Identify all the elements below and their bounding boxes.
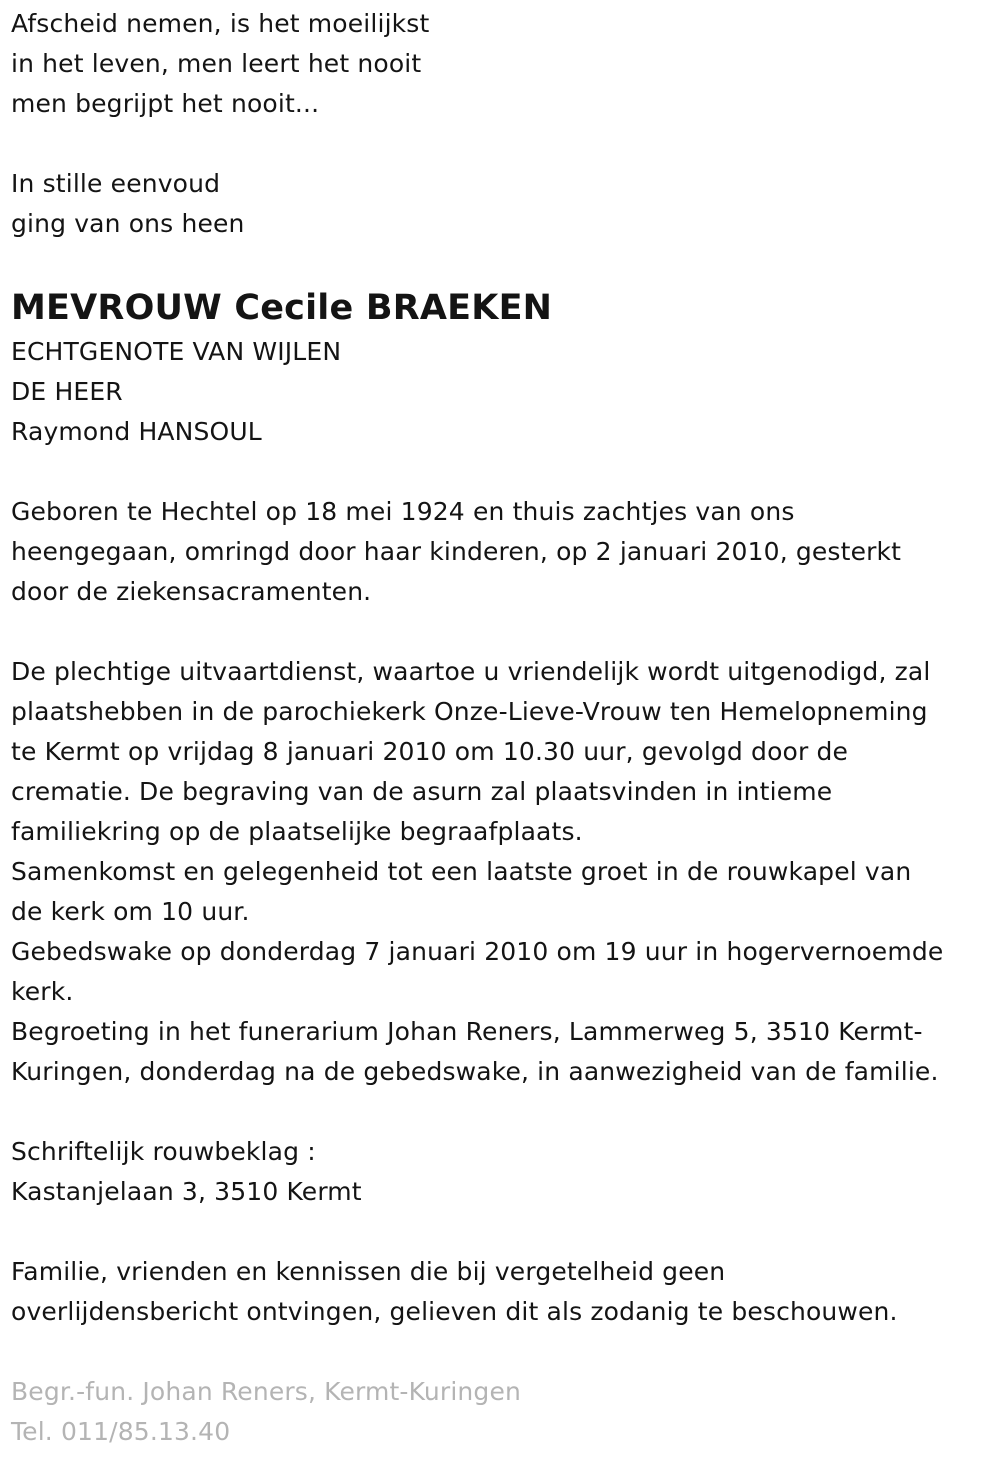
death-notice <box>11 4 991 1452</box>
paragraph-line: heengegaan, omringd door haar kinderen, op 2 januari 2010, gesterkt <box>11 537 902 566</box>
paragraph-line: overlijdensbericht ontvingen, gelieven dit als zodanig te beschouwen. <box>11 1297 898 1326</box>
paragraph-line: Samenkomst en gelegenheid tot een laatste groet in de rouwkapel van <box>11 857 912 886</box>
funeral-home-phone: Tel. 011/85.13.40 <box>11 1417 231 1446</box>
paragraph-line: Kuringen, donderdag na de gebedswake, in aanwezigheid van de familie. <box>11 1057 939 1086</box>
deceased-name: MEVROUW Cecile BRAEKEN <box>11 288 553 328</box>
funeral-home-footer <box>11 1372 991 1452</box>
paragraph-line: te Kermt op vrijdag 8 januari 2010 om 10.30 uur, gevolgd door de <box>11 737 849 766</box>
condolences-label: Schriftelijk rouwbeklag : <box>11 1137 316 1166</box>
paragraph-line: Begroeting in het funerarium Johan Reners, Lammerweg 5, 3510 Kermt- <box>11 1017 923 1046</box>
relation-line: Raymond HANSOUL <box>11 417 262 446</box>
intro-line: ging van ons heen <box>11 209 245 238</box>
poem-line: in het leven, men leert het nooit <box>11 49 422 78</box>
relation <box>11 332 991 452</box>
poem <box>11 4 991 124</box>
funeral-paragraph <box>11 652 991 1092</box>
condolences <box>11 1132 991 1212</box>
spacer <box>11 1332 991 1372</box>
spacer <box>11 612 991 652</box>
paragraph-line: de kerk om 10 uur. <box>11 897 250 926</box>
relation-line: DE HEER <box>11 377 123 406</box>
paragraph-line: kerk. <box>11 977 74 1006</box>
condolences-address: Kastanjelaan 3, 3510 Kermt <box>11 1177 362 1206</box>
birth-death-paragraph <box>11 492 991 612</box>
paragraph-line: Geboren te Hechtel op 18 mei 1924 en thuis zachtjes van ons <box>11 497 795 526</box>
paragraph-line: familiekring op de plaatselijke begraafplaats. <box>11 817 583 846</box>
intro-line: In stille eenvoud <box>11 169 221 198</box>
spacer <box>11 1212 991 1252</box>
paragraph-line: De plechtige uitvaartdienst, waartoe u vriendelijk wordt uitgenodigd, zal <box>11 657 931 686</box>
funeral-home-name: Begr.-fun. Johan Reners, Kermt-Kuringen <box>11 1377 521 1406</box>
relation-line: ECHTGENOTE VAN WIJLEN <box>11 337 342 366</box>
poem-line: Afscheid nemen, is het moeilijkst <box>11 9 430 38</box>
spacer <box>11 124 991 164</box>
paragraph-line: plaatshebben in de parochiekerk Onze-Lieve-Vrouw ten Hemelopneming <box>11 697 928 726</box>
poem-line: men begrijpt het nooit... <box>11 89 320 118</box>
paragraph-line: Gebedswake op donderdag 7 januari 2010 om 19 uur in hogervernoemde <box>11 937 944 966</box>
notice-paragraph <box>11 1252 991 1332</box>
paragraph-line: crematie. De begraving van de asurn zal plaatsvinden in intieme <box>11 777 833 806</box>
spacer <box>11 452 991 492</box>
paragraph-line: door de ziekensacramenten. <box>11 577 372 606</box>
intro <box>11 164 991 244</box>
paragraph-line: Familie, vrienden en kennissen die bij vergetelheid geen <box>11 1257 726 1286</box>
spacer <box>11 1092 991 1132</box>
